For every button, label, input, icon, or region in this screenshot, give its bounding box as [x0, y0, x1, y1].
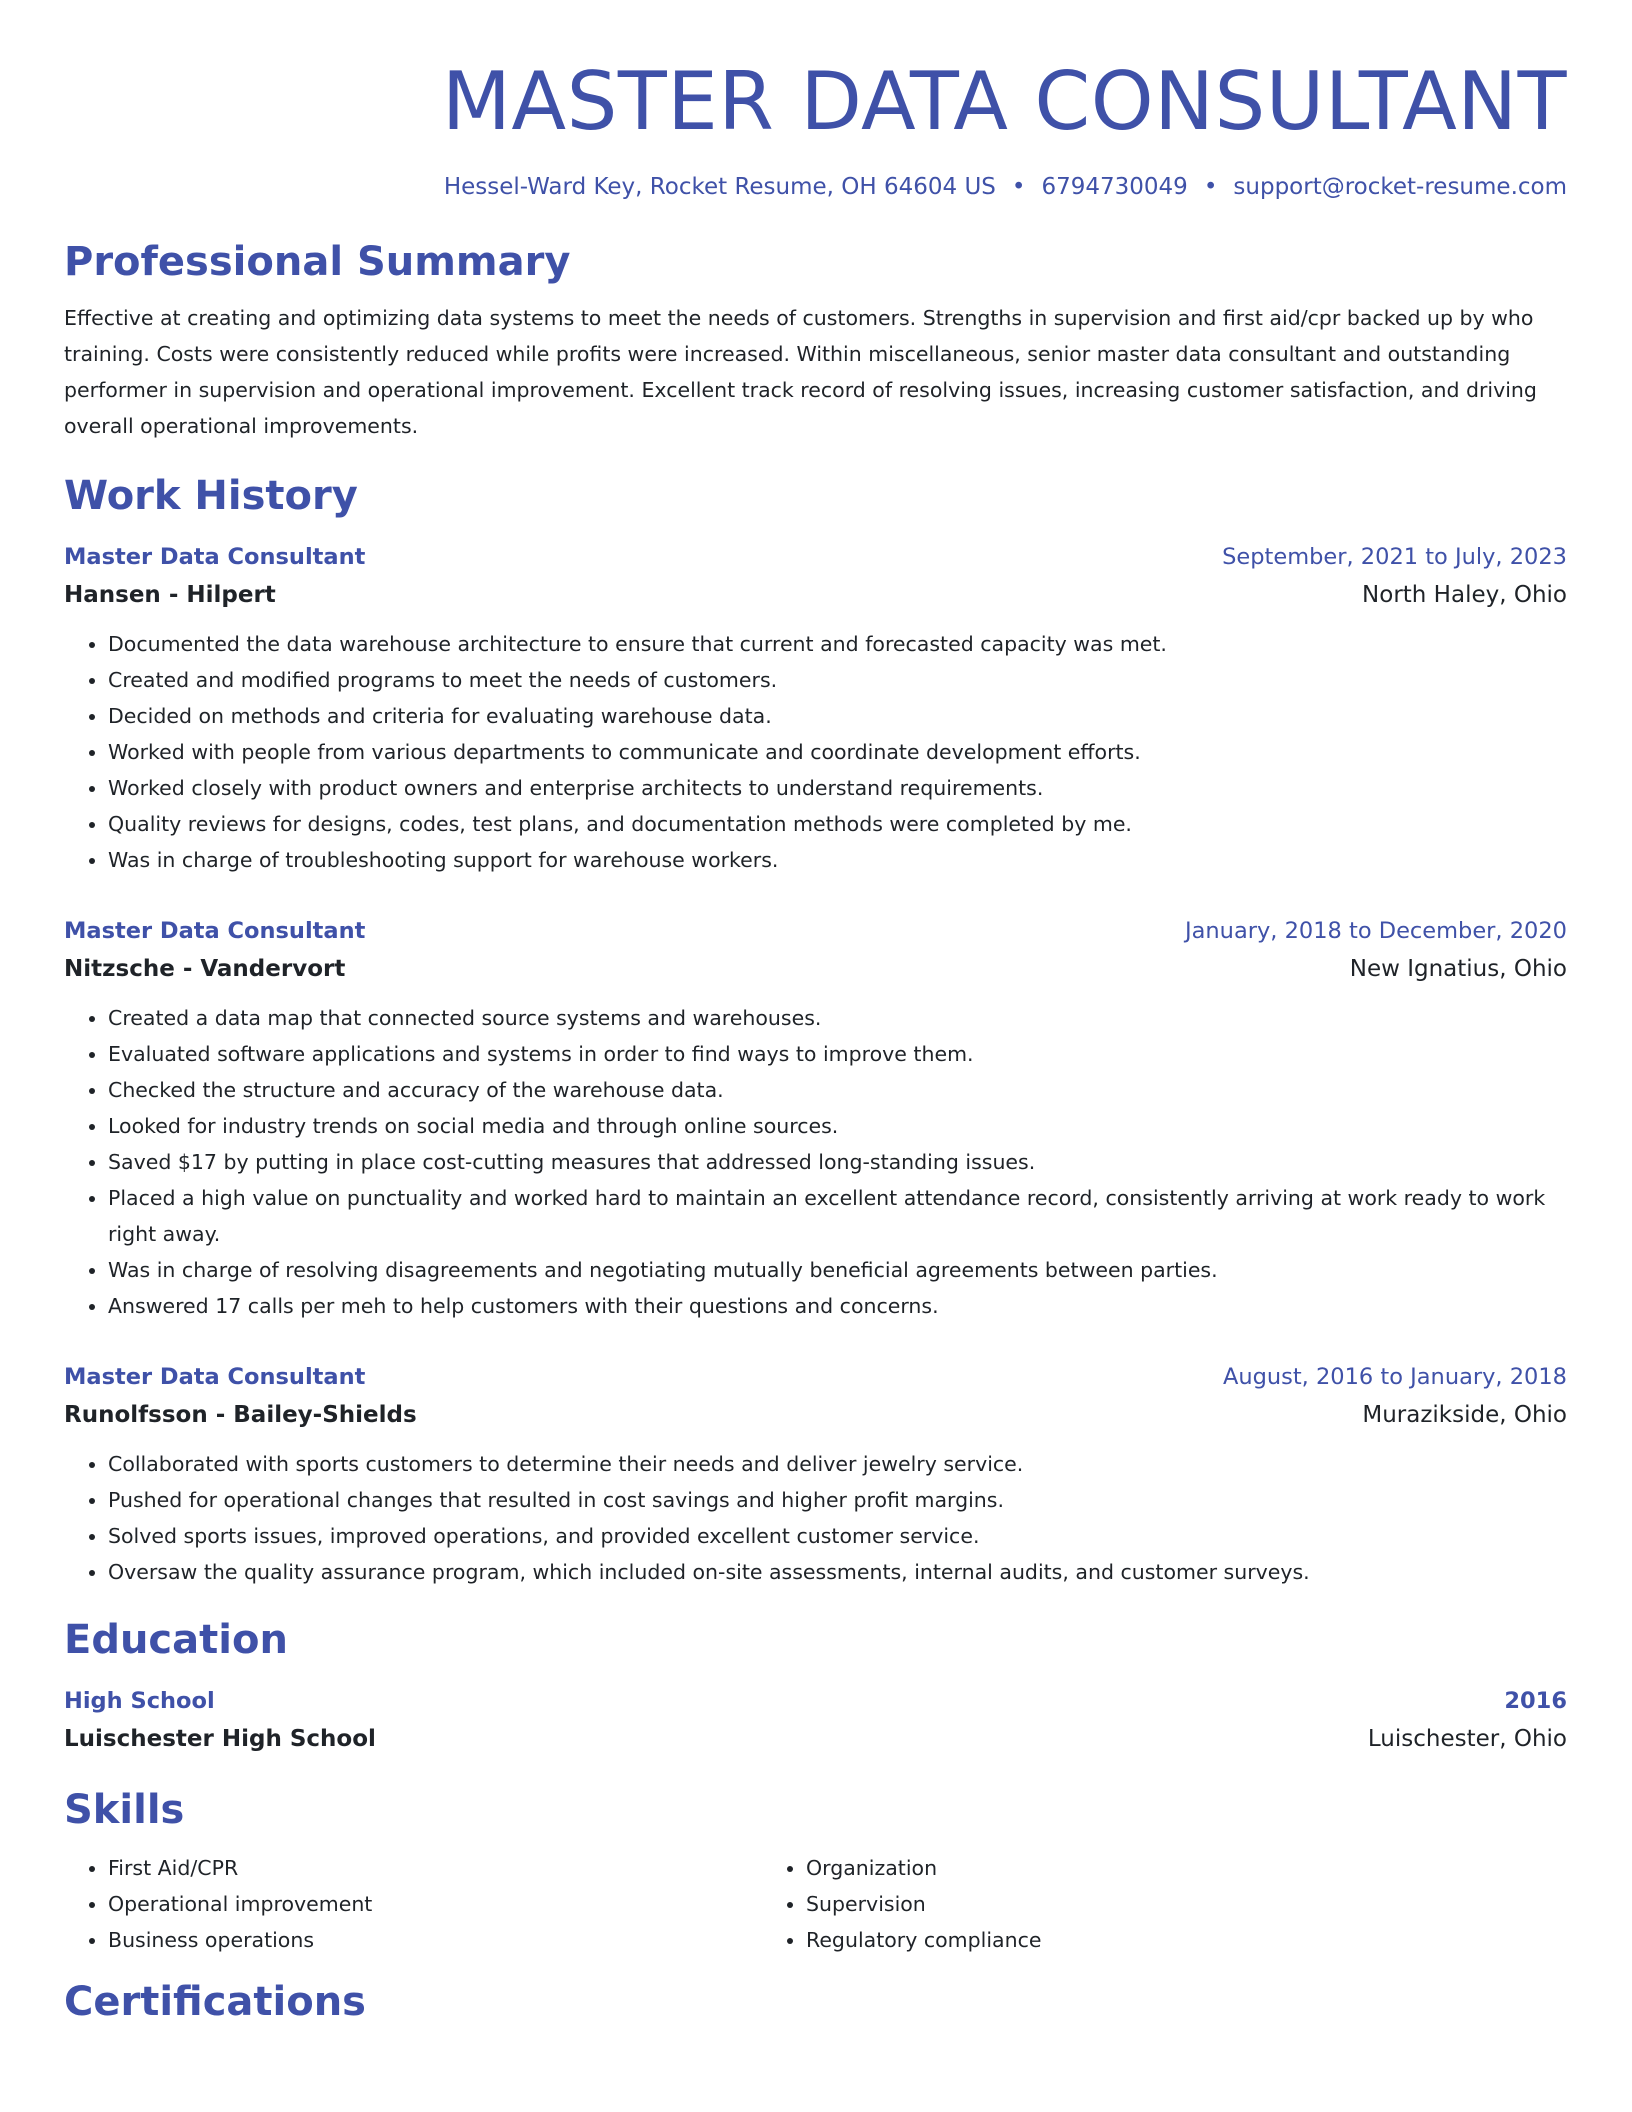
- job-role: Master Data Consultant: [64, 1364, 366, 1390]
- contact-separator: •: [1011, 174, 1026, 200]
- education-entry: [64, 1682, 1567, 1758]
- skill-item: • Regulatory compliance: [806, 1922, 1522, 1958]
- skills-column-left: [64, 1850, 762, 1958]
- job-bullet: • Was in charge of resolving disagreements and negotiating mutually beneficial agreements between parties.: [108, 1252, 1567, 1288]
- job-dates: September, 2021 to July, 2023: [1222, 544, 1567, 570]
- education-heading: Education: [64, 1617, 288, 1663]
- job-bullet: • Created a data map that connected source systems and warehouses.: [108, 1000, 1567, 1036]
- skill-item: • Business operations: [108, 1922, 762, 1958]
- job-bullets: [64, 626, 1567, 878]
- job-entry: [64, 912, 1567, 1324]
- education-header: [64, 1682, 1567, 1720]
- job-bullet: • Created and modified programs to meet the needs of customers.: [108, 662, 1567, 698]
- job-bullet: • Answered 17 calls per meh to help customers with their questions and concerns.: [108, 1288, 1567, 1324]
- job-header: [64, 912, 1567, 950]
- resume-page: [64, 0, 1567, 2026]
- skills-list: [64, 1850, 1567, 1958]
- job-bullet: • Evaluated software applications and systems in order to find ways to improve them.: [108, 1036, 1567, 1072]
- job-entry: [64, 538, 1567, 878]
- job-bullet: • Decided on methods and criteria for evaluating warehouse data.: [108, 698, 1567, 734]
- job-bullets: [64, 1000, 1567, 1324]
- job-bullet: • Solved sports issues, improved operations, and provided excellent customer service.: [108, 1518, 1567, 1554]
- education-year: 2016: [1504, 1688, 1567, 1714]
- job-dates: January, 2018 to December, 2020: [1185, 918, 1567, 944]
- job-bullet: • Checked the structure and accuracy of the warehouse data.: [108, 1072, 1567, 1108]
- job-company: Runolfsson - Bailey-Shields: [64, 1402, 417, 1428]
- job-bullet: • Worked with people from various departments to communicate and coordinate development efforts.: [108, 734, 1567, 770]
- job-header: [64, 1358, 1567, 1396]
- job-header: [64, 538, 1567, 576]
- work-history-heading: Work History: [64, 473, 358, 519]
- job-company: Hansen - Hilpert: [64, 582, 276, 608]
- job-subheader: [64, 1396, 1567, 1434]
- education-school: Luischester High School: [64, 1726, 376, 1752]
- skill-item: • Organization: [806, 1850, 1522, 1886]
- job-bullet: • Was in charge of troubleshooting support for warehouse workers.: [108, 842, 1567, 878]
- education-location: Luischester, Ohio: [1367, 1726, 1567, 1752]
- page-title: MASTER DATA CONSULTANT: [441, 55, 1567, 148]
- job-bullet: • Worked closely with product owners and enterprise architects to understand requirements.: [108, 770, 1567, 806]
- job-subheader: [64, 950, 1567, 988]
- job-entry: [64, 1358, 1567, 1590]
- job-bullet: • Looked for industry trends on social media and through online sources.: [108, 1108, 1567, 1144]
- job-bullet: • Collaborated with sports customers to determine their needs and deliver jewelry service.: [108, 1446, 1567, 1482]
- contact-line: [64, 174, 1567, 200]
- job-dates: August, 2016 to January, 2018: [1222, 1364, 1567, 1390]
- job-location: New Ignatius, Ohio: [1349, 956, 1567, 982]
- job-bullet: • Quality reviews for designs, codes, test plans, and documentation methods were completed by me.: [108, 806, 1567, 842]
- summary-text: Effective at creating and optimizing data systems to meet the needs of customers. Strengths in supervision and first aid/cpr backed up by who training. Costs were consistently reduced while profits were increased. Within miscellaneous, senior master data consultant and outstanding performer in supervision and operational improvement. Excellent track record of resolving issues, increasing customer satisfaction, and driving overall operational improvements.: [64, 306, 1537, 438]
- skill-item: • Operational improvement: [108, 1886, 762, 1922]
- summary-heading: Professional Summary: [64, 239, 571, 285]
- contact-phone: 6794730049: [1041, 174, 1188, 200]
- job-bullet: • Saved $17 by putting in place cost-cutting measures that addressed long-standing issues.: [108, 1144, 1567, 1180]
- job-role: Master Data Consultant: [64, 544, 366, 570]
- job-role: Master Data Consultant: [64, 918, 366, 944]
- education-degree: High School: [64, 1688, 215, 1714]
- job-location: North Haley, Ohio: [1362, 582, 1567, 608]
- job-bullet: • Documented the data warehouse architecture to ensure that current and forecasted capacity was met.: [108, 626, 1567, 662]
- job-bullets: [64, 1446, 1567, 1590]
- skills-heading: Skills: [64, 1787, 185, 1833]
- skill-item: • First Aid/CPR: [108, 1850, 762, 1886]
- job-bullet: • Pushed for operational changes that resulted in cost savings and higher profit margins.: [108, 1482, 1567, 1518]
- job-company: Nitzsche - Vandervort: [64, 956, 346, 982]
- job-location: Murazikside, Ohio: [1362, 1402, 1567, 1428]
- contact-separator: •: [1203, 174, 1218, 200]
- job-bullet: • Placed a high value on punctuality and worked hard to maintain an excellent attendance record, consistently arriving at work ready to work right away.: [108, 1180, 1567, 1252]
- job-bullet: • Oversaw the quality assurance program, which included on-site assessments, internal audits, and customer surveys.: [108, 1554, 1567, 1590]
- contact-email: support@rocket-resume.com: [1233, 174, 1567, 200]
- education-subheader: [64, 1720, 1567, 1758]
- contact-address: Hessel-Ward Key, Rocket Resume, OH 64604 US: [443, 174, 996, 200]
- skill-item: • Supervision: [806, 1886, 1522, 1922]
- skills-column-right: [762, 1850, 1522, 1958]
- certifications-heading: Certifications: [64, 1979, 366, 2025]
- job-subheader: [64, 576, 1567, 614]
